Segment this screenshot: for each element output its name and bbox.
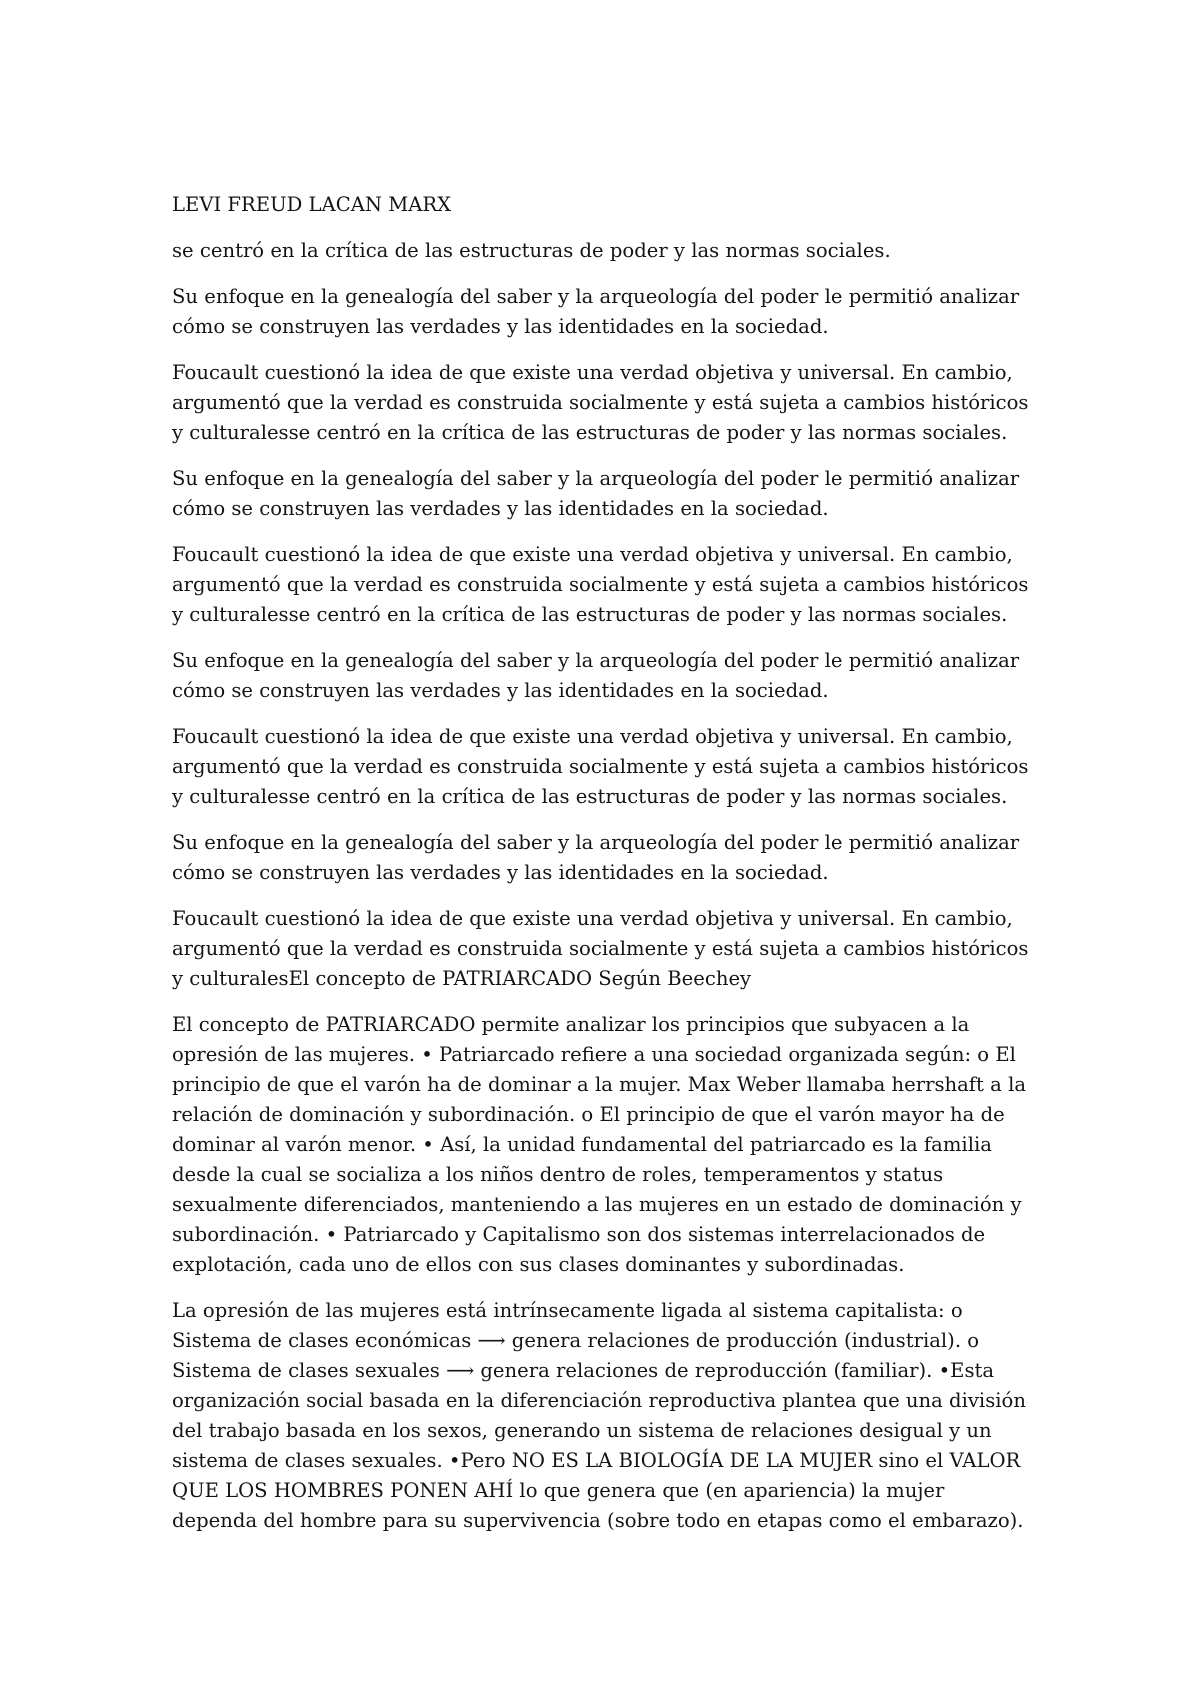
- paragraph: Foucault cuestionó la idea de que existe una verdad objetiva y universal. En cambio, argumentó que la verdad es construida socialmente y está sujeta a cambios históricos y culturalesse centró en la crítica de las estructuras de poder y las normas sociales.: [172, 361, 1029, 444]
- paragraph: El concepto de PATRIARCADO permite analizar los principios que subyacen a la opresión de las mujeres. • Patriarcado refiere a una sociedad organizada según: o El principio de que el varón ha de dominar a la mujer. Max Weber llamaba herrshaft a la relación de dominación y subordinación. o El principio de que el varón mayor ha de dominar al varón menor. • Así, la unidad fundamental del patriarcado es la familia desde la cual se socializa a los niños dentro de roles, temperamentos y status sexualmente diferenciados, manteniendo a las mujeres en un estado de dominación y subordinación. • Patriarcado y Capitalismo son dos sistemas interrelacionados de explotación, cada uno de ellos con sus clases dominantes y subordinadas.: [172, 1013, 1027, 1276]
- paragraph: Foucault cuestionó la idea de que existe una verdad objetiva y universal. En cambio, argumentó que la verdad es construida socialmente y está sujeta a cambios históricos y culturalesse centró en la crítica de las estructuras de poder y las normas sociales.: [172, 725, 1029, 808]
- paragraph: Su enfoque en la genealogía del saber y la arqueología del poder le permitió analizar cómo se construyen las verdades y las identidades en la sociedad.: [172, 285, 1020, 338]
- document-heading: LEVI FREUD LACAN MARX: [172, 193, 452, 216]
- paragraph: La opresión de las mujeres está intrínsecamente ligada al sistema capitalista: o Sistema de clases económicas ⟶ genera relaciones de producción (industrial). o Sistema de clases sexuales ⟶ genera relaciones de reproducción (familiar). •Esta organización social basada en la diferenciación reproductiva plantea que una división del trabajo basada en los sexos, generando un sistema de relaciones desigual y un sistema de clases sexuales. •Pero NO ES LA BIOLOGÍA DE LA MUJER sino el VALOR QUE LOS HOMBRES PONEN AHÍ lo que genera que (en apariencia) la mujer dependa del hombre para su supervivencia (sobre todo en etapas como el embarazo).: [172, 1299, 1026, 1532]
- paragraph: Foucault cuestionó la idea de que existe una verdad objetiva y universal. En cambio, argumentó que la verdad es construida socialmente y está sujeta a cambios históricos y culturalesse centró en la crítica de las estructuras de poder y las normas sociales.: [172, 543, 1029, 626]
- paragraph: Su enfoque en la genealogía del saber y la arqueología del poder le permitió analizar cómo se construyen las verdades y las identidades en la sociedad.: [172, 467, 1020, 520]
- paragraph: Su enfoque en la genealogía del saber y la arqueología del poder le permitió analizar cómo se construyen las verdades y las identidades en la sociedad.: [172, 831, 1020, 884]
- paragraph: Foucault cuestionó la idea de que existe una verdad objetiva y universal. En cambio, argumentó que la verdad es construida socialmente y está sujeta a cambios históricos y culturalesEl concepto de PATRIARCADO Según Beechey: [172, 907, 1029, 990]
- paragraph: Su enfoque en la genealogía del saber y la arqueología del poder le permitió analizar cómo se construyen las verdades y las identidades en la sociedad.: [172, 649, 1020, 702]
- document-body: [172, 190, 1034, 1552]
- paragraph: se centró en la crítica de las estructuras de poder y las normas sociales.: [172, 239, 891, 262]
